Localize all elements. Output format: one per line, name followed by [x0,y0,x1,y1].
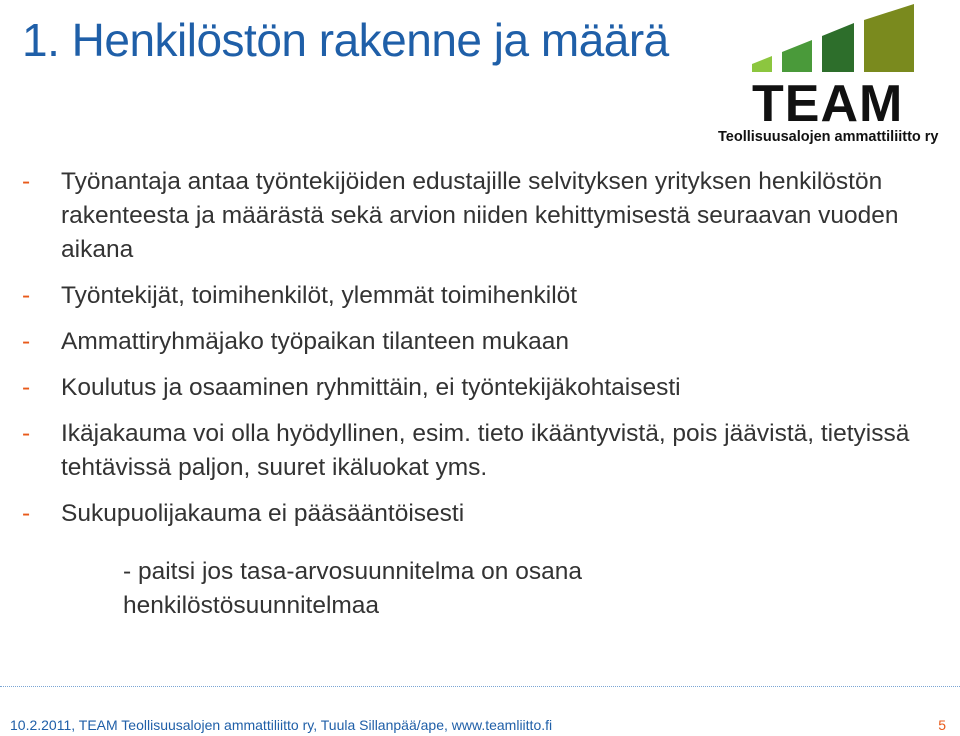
page-number: 5 [938,717,946,733]
bullet-text: Koulutus ja osaaminen ryhmittäin, ei työntekijäkohtaisesti [61,374,681,401]
bullet-marker: - [22,168,31,195]
bullet-text: Ammattiryhmäjako työpaikan tilanteen mukaan [61,328,569,355]
bullet-text: Ikäjakauma voi olla hyödyllinen, esim. tieto ikääntyvistä, pois jäävistä, tietyissä tehtävissä paljon, suuret ikäluokat yms. [61,420,910,481]
logo-bar-1 [752,56,772,72]
bullet-list [22,165,922,635]
bullet-item [22,497,922,531]
bullet-text: Työnantaja antaa työntekijöiden edustajille selvityksen yrityksen henkilöstön rakenteesta ja määrästä sekä arvion niiden kehittymisestä seuraavan vuoden aikana [61,168,899,263]
bullet-item [22,371,922,405]
bullet-item [22,279,922,313]
team-logo [716,4,952,150]
logo-bar-3 [822,23,854,72]
bullet-marker: - [22,374,31,401]
slide-title: 1. Henkilöstön rakenne ja määrä [22,14,669,66]
footer-divider [0,686,960,687]
bullet-text: Työntekijät, toimihenkilöt, ylemmät toimihenkilöt [61,282,578,309]
logo-wordmark: TEAM [752,75,904,133]
footer-text: 10.2.2011, TEAM Teollisuusalojen ammattiliitto ry, Tuula Sillanpää/ape, www.teamliitto.fi [10,717,553,733]
bullet-item [22,417,922,485]
bullet-item [22,165,922,267]
bullet-marker: - [22,420,31,447]
sub-bullet-item: - paitsi jos tasa-arvosuunnitelma on osana henkilöstösuunnitelmaa [123,558,582,619]
logo-bars-icon [716,4,952,84]
bullet-item [22,325,922,359]
bullet-marker: - [22,282,31,309]
bullet-text: Sukupuolijakauma ei pääsääntöisesti [61,500,465,527]
bullet-marker: - [22,500,31,527]
logo-bar-2 [782,40,812,72]
logo-subtitle: Teollisuusalojen ammattiliitto ry [718,129,939,145]
bullet-marker: - [22,328,31,355]
logo-bar-4 [864,4,914,72]
